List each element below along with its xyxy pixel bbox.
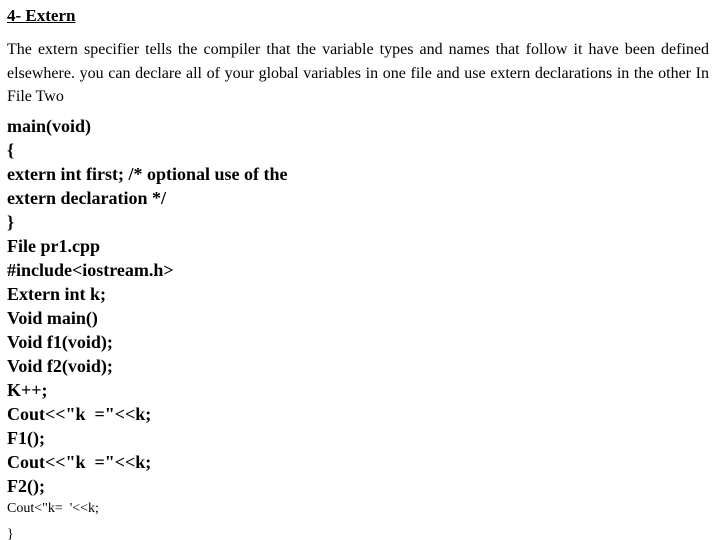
code-line: main(void): [7, 116, 92, 136]
intro-paragraph: The extern specifier tells the compiler that the variable types and names that follow it have been defined elsewhere. you can declare all of your global variables in one file and use extern declarations in the other In File Two: [7, 41, 709, 105]
code-line: }: [7, 212, 15, 232]
code-line: Cout<<"k ="<<k;: [7, 404, 152, 424]
code-line: K++;: [7, 380, 48, 400]
code-line: Extern int k;: [7, 284, 106, 304]
code-line: F1();: [7, 428, 45, 448]
code-line: File pr1.cpp: [7, 236, 100, 256]
code-line: {: [7, 140, 15, 160]
code-line: extern int first; /* optional use of the: [7, 164, 288, 184]
code-line: Void main(): [7, 308, 98, 328]
code-line: Void f2(void);: [7, 356, 113, 376]
code-listing: [7, 114, 287, 498]
code-line: F2();: [7, 476, 45, 496]
small-code-line: Cout<"k= '<<k;: [7, 501, 99, 516]
code-line: extern declaration */: [7, 188, 166, 208]
code-line: Void f1(void);: [7, 332, 113, 352]
section-heading: 4- Extern: [7, 6, 76, 25]
trailing-brace: }: [7, 527, 14, 540]
code-line: #include<iostream.h>: [7, 260, 174, 280]
code-line: Cout<<"k ="<<k;: [7, 452, 152, 472]
